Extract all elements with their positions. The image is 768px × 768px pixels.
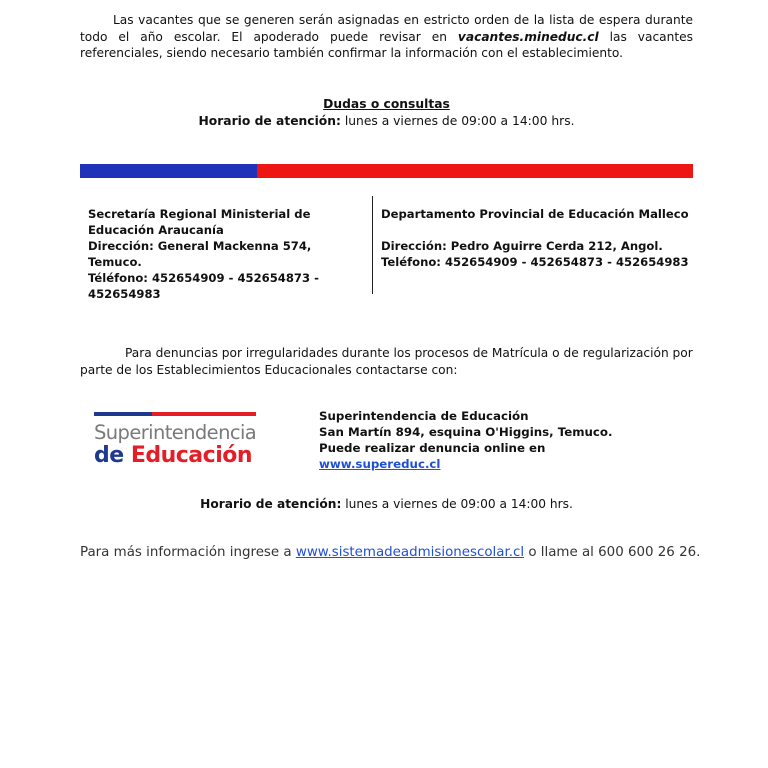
column-divider (372, 196, 373, 294)
footer-after: o llame al 600 600 26 26. (524, 545, 701, 560)
superintendencia-horario (80, 497, 693, 511)
logo-text-line2 (94, 443, 252, 468)
flag-bar-blue (80, 164, 257, 178)
horario-label: Horario de atención: (198, 114, 341, 128)
office-left (88, 206, 368, 302)
logo-text-de: de (94, 443, 131, 468)
supereduc-link[interactable]: www.supereduc.cl (319, 457, 441, 471)
superintendencia-online: Puede realizar denuncia online en (319, 441, 546, 455)
intro-text-after: las vacantes referenciales, siendo necesario también confirmar la información con el establecimiento. (80, 29, 693, 60)
logo-text-line1: Superintendencia (94, 421, 257, 444)
dudas-title: Dudas o consultas (323, 97, 450, 111)
supereduc-logo (94, 412, 260, 468)
office-right (381, 206, 701, 270)
office-right-name: Departamento Provincial de Educación Malleco (381, 207, 689, 221)
office-right-phone: Teléfono: 452654909 - 452654873 - 452654983 (381, 255, 689, 269)
intro-text-before: Las vacantes que se generen serán asignadas en estricto orden de la lista de espera durante todo el año escolar. El apoderado puede revisar en (80, 13, 693, 44)
denuncias-paragraph: Para denuncias por irregularidades durante los procesos de Matrícula o de regularización por parte de los Establecimientos Educacionales contactarse con: (80, 346, 693, 377)
vacantes-link-text: vacantes.mineduc.cl (457, 29, 599, 44)
footer-info (80, 545, 720, 560)
logo-text-educacion: Educación (130, 443, 253, 468)
superintendencia-address: San Martín 894, esquina O'Higgins, Temuco. (319, 425, 613, 439)
logo-bar-blue (94, 412, 152, 416)
office-left-name: Secretaría Regional Ministerial de Educación Araucanía (88, 207, 311, 237)
horario-value: lunes a viernes de 09:00 a 14:00 hrs. (340, 114, 575, 128)
office-left-phone: Téléfono: 452654909 - 452654873 - 452654983 (88, 271, 319, 301)
office-left-address: Dirección: General Mackenna 574, Temuco. (88, 239, 312, 269)
footer-before: Para más información ingrese a (80, 545, 296, 560)
superintendencia-name: Superintendencia de Educación (319, 409, 529, 423)
horario2-label: Horario de atención: (200, 497, 342, 511)
intro-paragraph (80, 12, 693, 62)
horario2-value: lunes a viernes de 09:00 a 14:00 hrs. (341, 497, 573, 511)
superintendencia-info (319, 408, 679, 472)
flag-bar-red (257, 164, 693, 178)
office-right-address: Dirección: Pedro Aguirre Cerda 212, Angol. (381, 239, 663, 253)
admision-link[interactable]: www.sistemadeadmisionescolar.cl (295, 545, 525, 560)
dudas-horario (80, 114, 693, 128)
logo-bar-red (152, 412, 256, 416)
